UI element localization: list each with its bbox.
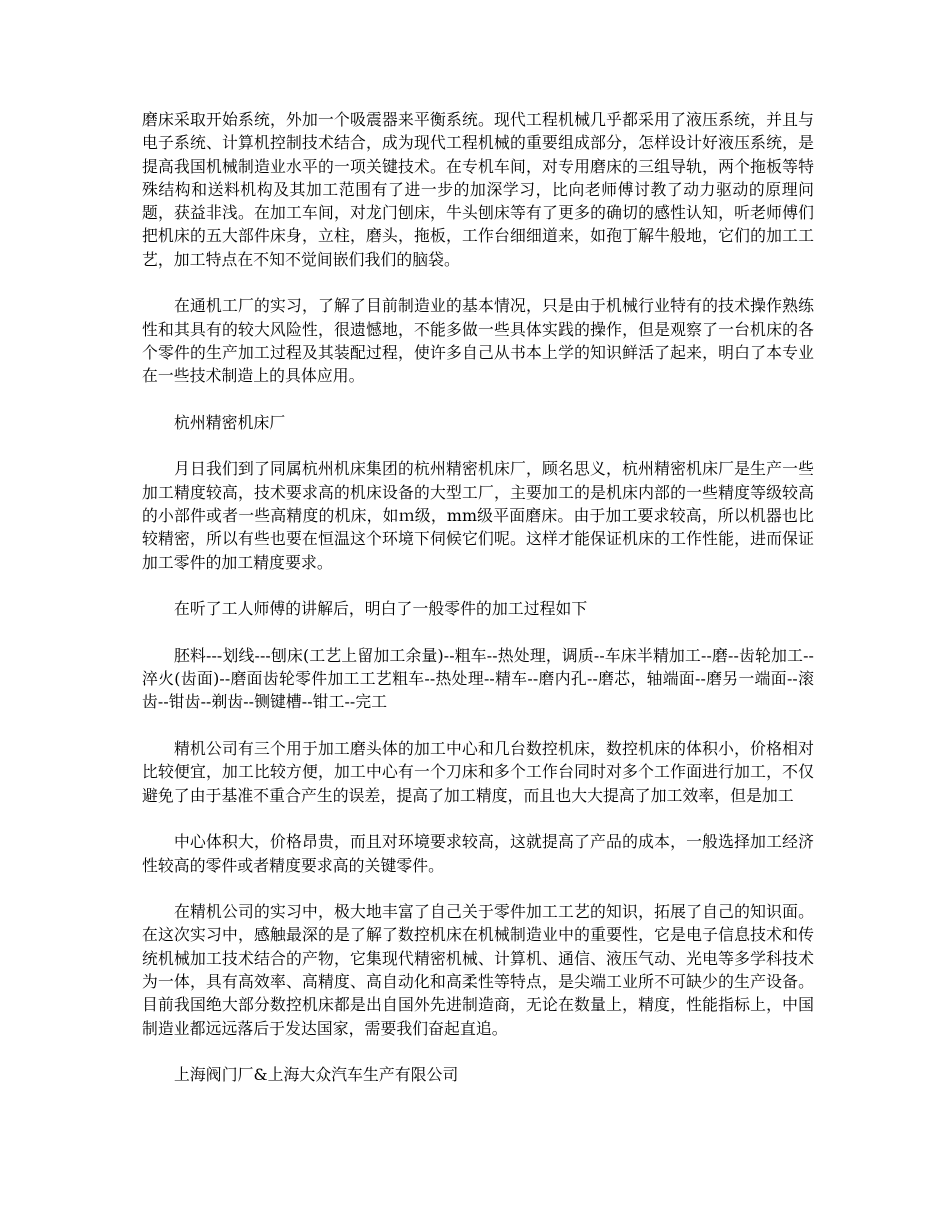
section-heading-shanghai: 上海阀门厂&上海大众汽车生产有限公司 bbox=[174, 1065, 459, 1085]
paragraph-2: 在通机工厂的实习，了解了目前制造业的基本情况，只是由于机械行业特有的技术操作熟练性和其具有的较大风险性，很遗憾地，不能多做一些具体实践的操作，但是观察了一台机床的各个零件的生产加工过程及其装配过程，使许多自己从书本上学的知识鲜活了起来，明白了本专业在一些技术制造上的具体应用。 bbox=[142, 296, 814, 386]
paragraph-7: 在精机公司的实习中，极大地丰富了自己关于零件加工工艺的知识，拓展了自己的知识面。在这次实习中，感触最深的是了解了数控机床在机械制造业中的重要性，它是电子信息技术和传统机械加工技术结合的产物，它集现代精密机械、计算机、通信、液压气动、光电等多学科技术为一体，具有高效率、高精度、高自动化和高柔性等特点，是尖端工业所不可缺少的生产设备。目前我国绝大部分数控机床都是出自国外先进制造商，无论在数量上，精度，性能指标上，中国制造业都远远落后于发达国家，需要我们奋起直追。 bbox=[142, 902, 814, 1038]
section-heading-hangzhou: 杭州精密机床厂 bbox=[174, 412, 286, 432]
paragraph-4: 在听了工人师傅的讲解后，明白了一般零件的加工过程如下 bbox=[174, 599, 588, 619]
paragraph-6: 中心体积大，价格昂贵，而且对环境要求较高，这就提高了产品的成本，一般选择加工经济性较高的零件或者精度要求高的关键零件。 bbox=[142, 832, 814, 875]
paragraph-1: 磨床采取开始系统，外加一个吸震器来平衡系统。现代工程机械几乎都采用了液压系统，并且与电子系统、计算机控制技术结合，成为现代工程机械的重要组成部分，怎样设计好液压系统，是提高我国机械制造业水平的一项关键技术。在专机车间，对专用磨床的三组导轨，两个拖板等特殊结构和送料机构及其加工范围有了进一步的加深学习，比向老师傅讨教了动力驱动的原理问题，获益非浅。在加工车间，对龙门刨床，牛头刨床等有了更多的确切的感性认知，听老师傅们把机床的五大部件床身，立柱，磨头，拖板，工作台细细道来，如孢丁解牛般地，它们的加工工艺，加工特点在不知不觉间嵌们我们的脑袋。 bbox=[142, 110, 814, 269]
paragraph-3: 月日我们到了同属杭州机床集团的杭州精密机床厂，顾名思义，杭州精密机床厂是生产一些加工精度较高，技术要求高的机床设备的大型工厂，主要加工的是机床内部的一些精度等级较高的小部件或者一些高精度的机床，如ｍ级，mm级平面磨床。由于加工要求较高，所以机器也比较精密，所以有些也要在恒温这个环境下伺候它们呢。这样才能保证机床的工作性能，进而保证加工零件的加工精度要求。 bbox=[142, 459, 814, 572]
document-page bbox=[142, 108, 814, 1110]
process-sequence: 胚料---划线---刨床(工艺上留加工余量)--粗车--热处理，调质--车床半精加工--磨--齿轮加工--淬火(齿面)--磨面齿轮零件加工工艺粗车--热处理--精车--磨内孔--磨芯，轴端面--磨另一端面--滚齿--钳齿--剃齿--铡键槽--钳工--完工 bbox=[142, 645, 814, 712]
paragraph-5: 精机公司有三个用于加工磨头体的加工中心和几台数控机床，数控机床的体积小，价格相对比较便宜，加工比较方便，加工中心有一个刀床和多个工作台同时对多个工作面进行加工，不仅避免了由于基准不重合产生的误差，提高了加工精度，而且也大大提高了加工效率，但是加工 bbox=[142, 739, 814, 805]
